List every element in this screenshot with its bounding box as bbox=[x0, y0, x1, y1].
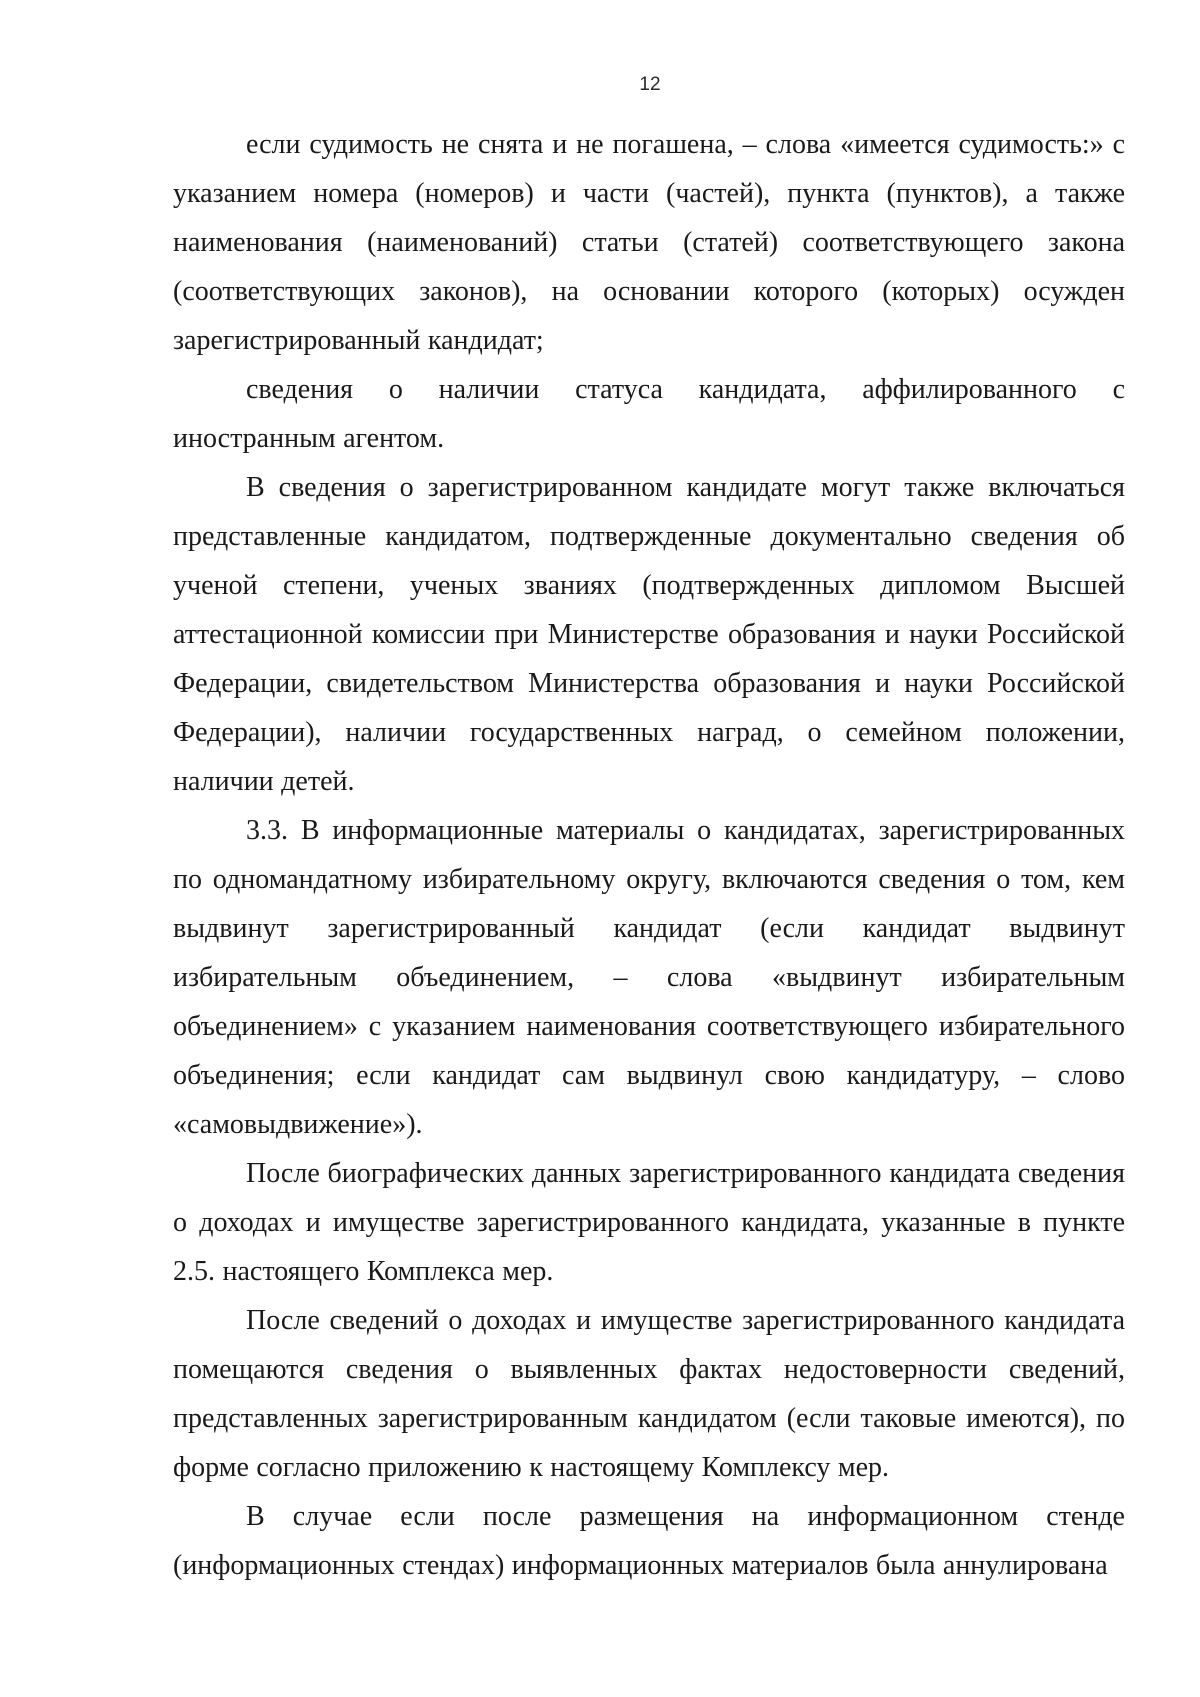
page-number: 12 bbox=[639, 74, 661, 95]
paragraph-inaccuracy: После сведений о доходах и имуществе зарегистрированного кандидата помещаются сведения о выявленных фактах недостоверности сведений, представленных зарегистрированным кандидатом (если таковые имеются), по форме согласно приложению к настоящему Комплексу мер. bbox=[173, 1305, 1125, 1483]
paragraph-3-3: 3.3. В информационные материалы о кандидатах, зарегистрированных по одномандатному избирательному округу, включаются сведения о том, кем выдвинут зарегистрированный кандидат (если кандидат выдвинут избирательным объединением, – слова «выдвинут избирательным объединением» с указанием наименования соответствующего избирательного объединения; если кандидат сам выдвинул свою кандидатуру, – слово «самовыдвижение»). bbox=[173, 815, 1125, 1140]
paragraph-conviction: если судимость не снята и не погашена, – слова «имеется судимость:» с указанием номера (номеров) и части (частей), пункта (пунктов), а также наименования (наименований) статьи (статей) соответствующего закона (соответствующих законов), на основании которого (которых) осужден зарегистрированный кандидат; bbox=[173, 129, 1125, 356]
paragraph-additional-info: В сведения о зарегистрированном кандидате могут также включаться представленные кандидатом, подтвержденные документально сведения об ученой степени, ученых званиях (подтвержденных дипломом Высшей аттестационной комиссии при Министерстве образования и науки Российской Федерации, свидетельством Министерства образования и науки Российской Федерации), наличии государственных наград, о семейном положении, наличии детей. bbox=[173, 472, 1125, 797]
document-body bbox=[173, 120, 1125, 1590]
paragraph-foreign-agent: сведения о наличии статуса кандидата, аффилированного с иностранным агентом. bbox=[173, 374, 1125, 454]
paragraph-annulment: В случае если после размещения на информационном стенде (информационных стендах) информационных материалов была аннулирована bbox=[173, 1501, 1125, 1581]
paragraph-income: После биографических данных зарегистрированного кандидата сведения о доходах и имуществе зарегистрированного кандидата, указанные в пункте 2.5. настоящего Комплекса мер. bbox=[173, 1158, 1125, 1287]
